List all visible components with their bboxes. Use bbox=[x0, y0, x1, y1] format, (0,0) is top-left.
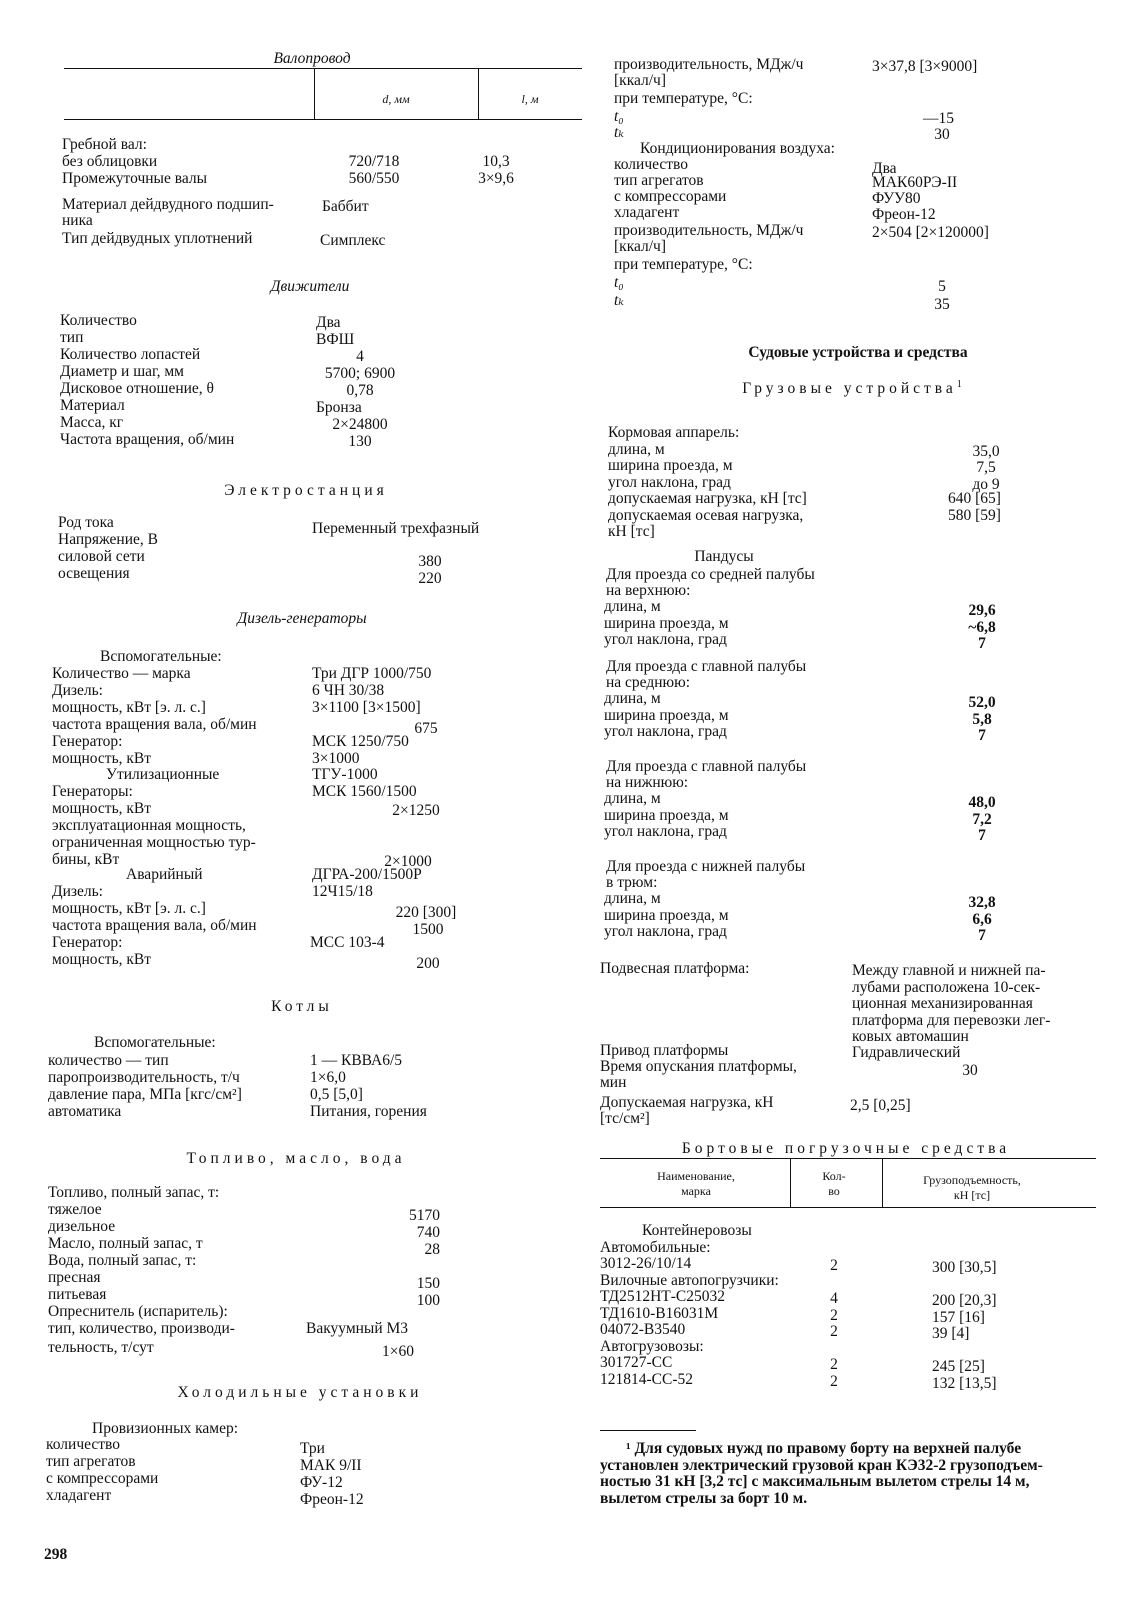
cargo-row-capacity: 300 [30,5] bbox=[932, 1259, 997, 1276]
section-title-dizel-generatory: Дизель-генераторы bbox=[237, 610, 367, 627]
fridge-cont-value: 35 bbox=[934, 296, 950, 313]
genset-label: мощность, кВт bbox=[52, 750, 152, 767]
column-header-l: l, м bbox=[521, 92, 539, 106]
material-label: ника bbox=[62, 212, 93, 229]
fridge-cont-value: 5 bbox=[938, 278, 946, 295]
fuel-label: тип, количество, производи- bbox=[48, 1320, 235, 1337]
cargo-header-capacity: кН [тс] bbox=[953, 1188, 991, 1202]
cargo-row-name: 3012-26/10/14 bbox=[600, 1255, 692, 1272]
fridge-cont-value: Два bbox=[872, 160, 897, 177]
fuel-value: 100 bbox=[416, 1292, 440, 1309]
fridge-value: Три bbox=[300, 1440, 325, 1457]
genset-value: 675 bbox=[414, 720, 438, 737]
propeller-value: 4 bbox=[356, 348, 364, 365]
cargo-row-name: 301727-СС bbox=[600, 1354, 673, 1371]
cargo-header-capacity: Грузоподъемность, bbox=[923, 1173, 1021, 1187]
cargo-header-qty: Кол- bbox=[822, 1169, 846, 1183]
genset-label: Генератор: bbox=[52, 733, 123, 750]
ramp-label: длина, м bbox=[608, 440, 665, 458]
cargo-row-name: 121814-СС-52 bbox=[600, 1370, 693, 1388]
power-value: 380 bbox=[418, 553, 442, 570]
ramp-row-value: 52,0 bbox=[968, 694, 996, 711]
ramp-label: угол наклона, град bbox=[608, 473, 731, 491]
ramp-row-label: ширина проезда, м bbox=[604, 806, 729, 824]
footnote-line: вылетом стрелы за борт 10 м. bbox=[600, 1489, 808, 1507]
cargo-row-name: Вилочные автопогрузчики: bbox=[600, 1271, 779, 1289]
footnote-rule bbox=[600, 1430, 696, 1431]
ramp-row-value: 7 bbox=[978, 635, 986, 652]
ramp-value: 640 [65] bbox=[948, 490, 1001, 507]
fuel-label: Топливо, полный запас, т: bbox=[48, 1184, 220, 1201]
fuel-value: 5170 bbox=[409, 1207, 440, 1224]
cargo-table-top-rule bbox=[600, 1158, 1096, 1159]
allowable-load-label: Допускаемая нагрузка, кН bbox=[600, 1094, 774, 1111]
propeller-value: 5700; 6900 bbox=[324, 365, 396, 382]
boiler-label: автоматика bbox=[48, 1103, 122, 1120]
ramp-group-head: Для проезда с нижней палубы bbox=[606, 858, 806, 875]
fuel-value: 740 bbox=[416, 1224, 440, 1241]
section-title-kotly: Котлы bbox=[271, 998, 333, 1015]
fridge-cont-label: хладагент bbox=[614, 204, 680, 221]
valoprovod-l-value: 3×9,6 bbox=[478, 170, 514, 187]
ramp-row-label: длина, м bbox=[604, 690, 661, 707]
fuel-label: дизельное bbox=[48, 1218, 116, 1235]
ramp-row-label: длина, м bbox=[604, 890, 661, 907]
fridge-value: Фреон-12 bbox=[300, 1491, 364, 1508]
fridge-label: хладагент bbox=[46, 1487, 112, 1504]
ramp-label: допускаемая нагрузка, кН [тс] bbox=[608, 490, 807, 507]
ramp-row-value: 29,6 bbox=[968, 602, 996, 619]
fridge-value: ФУ-12 bbox=[300, 1474, 343, 1491]
genset-label: частота вращения вала, об/мин bbox=[52, 917, 257, 934]
valoprovod-l-value: 10,3 bbox=[482, 153, 510, 170]
lower-time-label: мин bbox=[600, 1074, 627, 1091]
ramp-value: 580 [59] bbox=[948, 506, 1001, 524]
cargo-row-name: Контейнеровозы bbox=[642, 1222, 752, 1239]
cargo-row-capacity: 39 [4] bbox=[932, 1325, 970, 1342]
ramp-row-value: 6,6 bbox=[972, 910, 992, 928]
cargo-row-qty: 2 bbox=[830, 1323, 838, 1340]
ramp-label: кН [тс] bbox=[608, 523, 655, 540]
fuel-label: пресная bbox=[48, 1269, 101, 1286]
table-top-rule bbox=[64, 68, 582, 69]
propeller-label: Дисковое отношение, θ bbox=[60, 380, 214, 397]
fuel-label: Масло, полный запас, т bbox=[48, 1235, 203, 1252]
valoprovod-row-label: Гребной вал: bbox=[62, 136, 147, 153]
fridge-cont-label: при температуре, °С: bbox=[614, 90, 753, 107]
genset-label: мощность, кВт bbox=[52, 800, 152, 817]
power-value: Переменный трехфазный bbox=[312, 520, 480, 537]
fridge-label: тип агрегатов bbox=[46, 1453, 136, 1470]
ramp-row-label: длина, м bbox=[604, 598, 661, 615]
cargo-table-col-divider bbox=[882, 1159, 883, 1207]
seal-label: Тип дейдвудных уплотнений bbox=[62, 230, 253, 247]
genset-label: частота вращения вала, об/мин bbox=[52, 716, 257, 733]
cargo-row-qty: 2 bbox=[830, 1306, 838, 1324]
ramp-label: допускаемая осевая нагрузка, bbox=[608, 506, 804, 524]
fridge-cont-value: 3×37,8 [3×9000] bbox=[872, 58, 978, 75]
ramp-group-head: на верхнюю: bbox=[606, 582, 691, 599]
lower-time-label: Время опускания платформы, bbox=[600, 1058, 797, 1075]
fuel-label: тяжелое bbox=[48, 1201, 102, 1218]
section-title-sudovye: Судовые устройства и средства bbox=[748, 344, 968, 361]
valoprovod-d-value: 560/550 bbox=[348, 170, 400, 187]
propeller-value: Два bbox=[316, 314, 341, 331]
boiler-value: 0,5 [5,0] bbox=[310, 1086, 363, 1103]
valoprovod-row-label: без облицовки bbox=[62, 153, 158, 170]
cargo-row-name: Автомобильные: bbox=[600, 1238, 711, 1256]
fridge-cont-label: Кондиционирования воздуха: bbox=[640, 140, 835, 157]
genset-value: 6 ЧН 30/38 bbox=[312, 682, 385, 699]
footnote-line: ¹ Для судовых нужд по правому борту на верхней палубе bbox=[626, 1440, 1022, 1457]
ramp-group-head: Для проезда с главной палубы bbox=[606, 658, 807, 675]
ramp-group-head: в трюм: bbox=[606, 874, 658, 891]
table-col-divider bbox=[314, 69, 315, 119]
fridge-cont-value: МАК60РЭ-II bbox=[872, 174, 958, 191]
section-title-dvizhiteli: Движители bbox=[270, 278, 350, 295]
ramp-label: ширина проезда, м bbox=[608, 457, 733, 474]
platform-text: Между главной и нижней па- bbox=[852, 962, 1046, 979]
valoprovod-row-label: Промежуточные валы bbox=[62, 170, 208, 187]
fuel-value: 150 bbox=[416, 1275, 440, 1292]
propeller-label: Частота вращения, об/мин bbox=[60, 431, 235, 448]
cargo-header-name: Наименование, bbox=[657, 1169, 735, 1183]
fuel-label: питьевая bbox=[48, 1286, 107, 1303]
cargo-row-name: ТД2512НТ-С25032 bbox=[600, 1288, 725, 1305]
footnote-mark: 1 bbox=[956, 379, 966, 390]
ramp-row-value: 7 bbox=[978, 727, 986, 744]
section-title-bortovye: Бортовые погрузочные средства bbox=[681, 1140, 1011, 1157]
drive-label: Привод платформы bbox=[600, 1042, 729, 1059]
power-label: силовой сети bbox=[58, 548, 145, 565]
cargo-row-name: 04072-В3540 bbox=[600, 1321, 686, 1338]
platform-text: ковых автомашин bbox=[852, 1028, 969, 1045]
fridge-cont-label: производительность, МДж/ч bbox=[614, 56, 804, 73]
propeller-value: 2×24800 bbox=[332, 416, 388, 433]
genset-value: 220 [300] bbox=[395, 904, 457, 921]
ramp-value: до 9 bbox=[972, 475, 1000, 493]
ramp-value: 7,5 bbox=[976, 459, 996, 476]
fuel-value: 1×60 bbox=[382, 1343, 414, 1360]
genset-label: Утилизационные bbox=[106, 766, 220, 783]
fridge-cont-label: с компрессорами bbox=[614, 188, 727, 205]
boiler-label: Вспомогательные: bbox=[94, 1034, 216, 1051]
boiler-label: паропроизводительность, т/ч bbox=[48, 1069, 240, 1086]
fridge-cont-value: 2×504 [2×120000] bbox=[872, 224, 989, 241]
genset-value: 3×1100 [3×1500] bbox=[312, 699, 421, 716]
fridge-cont-label: tₖ bbox=[614, 124, 624, 141]
ramp-row-label: угол наклона, град bbox=[604, 923, 727, 940]
genset-label: мощность, кВт [э. л. с.] bbox=[52, 699, 206, 716]
platform-text: платформа для перевозки лег- bbox=[852, 1011, 1051, 1029]
fuel-label: Вода, полный запас, т: bbox=[48, 1252, 197, 1269]
genset-label: мощность, кВт bbox=[52, 951, 152, 968]
material-label: Материал дейдвудного подшип- bbox=[62, 196, 274, 213]
genset-value: 12Ч15/18 bbox=[312, 883, 373, 900]
genset-value: Три ДГР 1000/750 bbox=[312, 665, 432, 682]
ramp-row-value: 7,2 bbox=[972, 810, 992, 828]
fridge-cont-label: [ккал/ч] bbox=[614, 72, 667, 89]
ramp-row-label: ширина проезда, м bbox=[604, 614, 729, 632]
propeller-value: 130 bbox=[348, 433, 372, 450]
platform-label: Подвесная платформа: bbox=[600, 960, 750, 977]
lower-time-value: 30 bbox=[962, 1062, 978, 1079]
propeller-value: 0,78 bbox=[346, 382, 374, 399]
table-header-rule bbox=[64, 119, 582, 120]
genset-label: Аварийный bbox=[126, 866, 203, 883]
fridge-cont-label: тип агрегатов bbox=[614, 172, 704, 189]
genset-label: Генератор: bbox=[52, 934, 123, 951]
section-title-holodilnye: Холодильные установки bbox=[177, 1384, 423, 1401]
genset-value: ТГУ-1000 bbox=[312, 766, 378, 783]
power-label: освещения bbox=[58, 565, 130, 582]
footnote-line: ностью 31 кН [3,2 тс] с максимальным вылетом стрелы 14 м, bbox=[600, 1473, 1030, 1490]
column-header-d: d, мм bbox=[382, 92, 410, 106]
ramp-value: 35,0 bbox=[972, 442, 1000, 460]
ramp-group-head: Для проезда с главной палубы bbox=[606, 758, 807, 775]
genset-value: 1500 bbox=[412, 921, 444, 938]
fuel-label: тельность, т/сут bbox=[48, 1339, 154, 1356]
ramp-row-label: угол наклона, град bbox=[604, 823, 727, 840]
platform-text: лубами расположена 10-сек- bbox=[852, 978, 1041, 996]
section-title-valoprovod: Валопровод bbox=[273, 50, 351, 67]
fridge-cont-value: 30 bbox=[934, 126, 950, 143]
ramp-row-value: ~6,8 bbox=[968, 618, 996, 636]
cargo-row-name: ТД1610-В16031М bbox=[600, 1304, 719, 1322]
fridge-cont-label: t₀ bbox=[614, 274, 624, 291]
page-number: 298 bbox=[44, 1546, 68, 1563]
boiler-value: 1 — КВВА6/5 bbox=[310, 1052, 403, 1069]
ramp-row-value: 48,0 bbox=[968, 794, 996, 811]
boiler-label: давление пара, МПа [кгс/см²] bbox=[48, 1086, 242, 1103]
fridge-cont-value: ФУУ80 bbox=[872, 190, 921, 207]
propeller-label: Материал bbox=[60, 397, 125, 414]
genset-label: ограниченная мощностью тур- bbox=[52, 834, 256, 851]
ramp-row-value: 5,8 bbox=[972, 710, 992, 728]
table-col-divider bbox=[478, 69, 479, 119]
genset-label: Генераторы: bbox=[52, 783, 133, 800]
genset-label: Дизель: bbox=[52, 883, 103, 900]
ramp-row-value: 7 bbox=[978, 927, 986, 944]
propeller-label: Диаметр и шаг, мм bbox=[60, 363, 184, 380]
propeller-label: Количество bbox=[60, 312, 137, 329]
genset-label: эксплуатационная мощность, bbox=[52, 817, 246, 834]
genset-label: мощность, кВт [э. л. с.] bbox=[52, 900, 206, 917]
ramp-group-head: на среднюю: bbox=[606, 674, 691, 691]
allowable-load-label: [тс/см²] bbox=[600, 1110, 650, 1127]
fridge-cont-label: при температуре, °С: bbox=[614, 256, 753, 273]
propeller-label: Масса, кг bbox=[60, 414, 124, 431]
cargo-row-name: Автогрузовозы: bbox=[600, 1337, 704, 1355]
genset-label: Количество — марка bbox=[52, 665, 191, 682]
fridge-cont-label: [ккал/ч] bbox=[614, 238, 667, 255]
ramp-label: Кормовая аппарель: bbox=[608, 424, 740, 441]
genset-value: 2×1000 bbox=[384, 853, 432, 870]
fridge-label: Провизионных камер: bbox=[92, 1420, 239, 1437]
footnote-line: установлен электрический грузовой кран КЭ32-2 грузоподъем- bbox=[600, 1456, 1043, 1474]
fuel-label: Опреснитель (испаритель): bbox=[48, 1303, 228, 1320]
propeller-value: Бронза bbox=[316, 399, 362, 416]
ramp-group-head: Для проезда со средней палубы bbox=[606, 566, 815, 583]
fridge-label: количество bbox=[46, 1436, 120, 1453]
allowable-load-value: 2,5 [0,25] bbox=[850, 1097, 911, 1114]
ramp-row-label: угол наклона, град bbox=[604, 723, 727, 740]
ramp-row-value: 7 bbox=[978, 827, 986, 844]
genset-label: Вспомогательные: bbox=[100, 648, 222, 665]
cargo-table-col-divider bbox=[790, 1159, 791, 1207]
fridge-cont-value: Фреон-12 bbox=[872, 206, 936, 223]
genset-value: МСК 1250/750 bbox=[312, 733, 409, 750]
power-value: 220 bbox=[418, 570, 442, 587]
cargo-row-capacity: 132 [13,5] bbox=[932, 1374, 997, 1392]
cargo-row-qty: 2 bbox=[830, 1356, 838, 1373]
fridge-cont-label: t₀ bbox=[614, 108, 624, 125]
cargo-row-qty: 2 bbox=[830, 1257, 838, 1274]
genset-value: 200 bbox=[416, 955, 440, 972]
cargo-header-qty: во bbox=[828, 1184, 840, 1198]
fridge-cont-label: производительность, МДж/ч bbox=[614, 222, 804, 239]
cargo-table-header-rule bbox=[600, 1207, 1096, 1208]
propeller-value: ВФШ bbox=[316, 331, 355, 348]
genset-label: Дизель: bbox=[52, 682, 103, 699]
ramp-group-head: на нижнюю: bbox=[606, 774, 689, 791]
genset-value: 3×1000 bbox=[312, 750, 360, 767]
ramp-row-label: угол наклона, град bbox=[604, 631, 727, 648]
boiler-label: количество — тип bbox=[48, 1052, 169, 1069]
cargo-header-name: марка bbox=[681, 1184, 711, 1198]
ramp-row-label: длина, м bbox=[604, 790, 661, 807]
cargo-row-qty: 2 bbox=[830, 1372, 838, 1390]
fridge-label: с компрессорами bbox=[46, 1470, 159, 1487]
drive-value: Гидравлический bbox=[852, 1044, 961, 1061]
fridge-cont-value: —15 bbox=[923, 110, 954, 127]
ramp-row-value: 32,8 bbox=[968, 894, 996, 911]
genset-value: МСС 103-4 bbox=[310, 934, 385, 951]
cargo-row-qty: 4 bbox=[830, 1290, 838, 1307]
fridge-cont-label: количество bbox=[614, 156, 688, 173]
platform-text: ционная механизированная bbox=[852, 995, 1033, 1012]
section-title-gruzovye: Грузовые устройства$^1$ bbox=[742, 379, 966, 398]
valoprovod-d-value: 720/718 bbox=[348, 153, 400, 170]
genset-label: бины, кВт bbox=[52, 851, 120, 868]
power-label: Напряжение, В bbox=[58, 531, 158, 548]
power-label: Род тока bbox=[58, 514, 114, 531]
material-value: Баббит bbox=[322, 198, 369, 215]
seal-value: Симплекс bbox=[320, 232, 386, 249]
section-title-toplivo: Топливо, масло, вода bbox=[186, 1150, 406, 1167]
fridge-value: МАК 9/II bbox=[300, 1457, 362, 1474]
propeller-label: тип bbox=[60, 329, 84, 346]
cargo-row-capacity: 245 [25] bbox=[932, 1358, 985, 1375]
cargo-row-capacity: 157 [16] bbox=[932, 1308, 985, 1326]
cargo-row-capacity: 200 [20,3] bbox=[932, 1292, 997, 1309]
genset-value: ДГРА-200/1500Р bbox=[312, 866, 422, 883]
propeller-label: Количество лопастей bbox=[60, 346, 201, 363]
section-title-elektrostantsiya: Электростанция bbox=[224, 482, 388, 499]
ramp-row-label: ширина проезда, м bbox=[604, 706, 729, 724]
boiler-value: Питания, горения bbox=[310, 1103, 427, 1120]
ramp-row-label: ширина проезда, м bbox=[604, 906, 729, 924]
fridge-cont-label: tₖ bbox=[614, 292, 624, 309]
boiler-value: 1×6,0 bbox=[310, 1069, 346, 1086]
pandusy-title: Пандусы bbox=[694, 548, 754, 565]
fuel-value: Вакуумный М3 bbox=[306, 1320, 409, 1337]
genset-value: МСК 1560/1500 bbox=[312, 783, 417, 800]
fuel-value: 28 bbox=[424, 1241, 440, 1258]
genset-value: 2×1250 bbox=[392, 802, 440, 819]
